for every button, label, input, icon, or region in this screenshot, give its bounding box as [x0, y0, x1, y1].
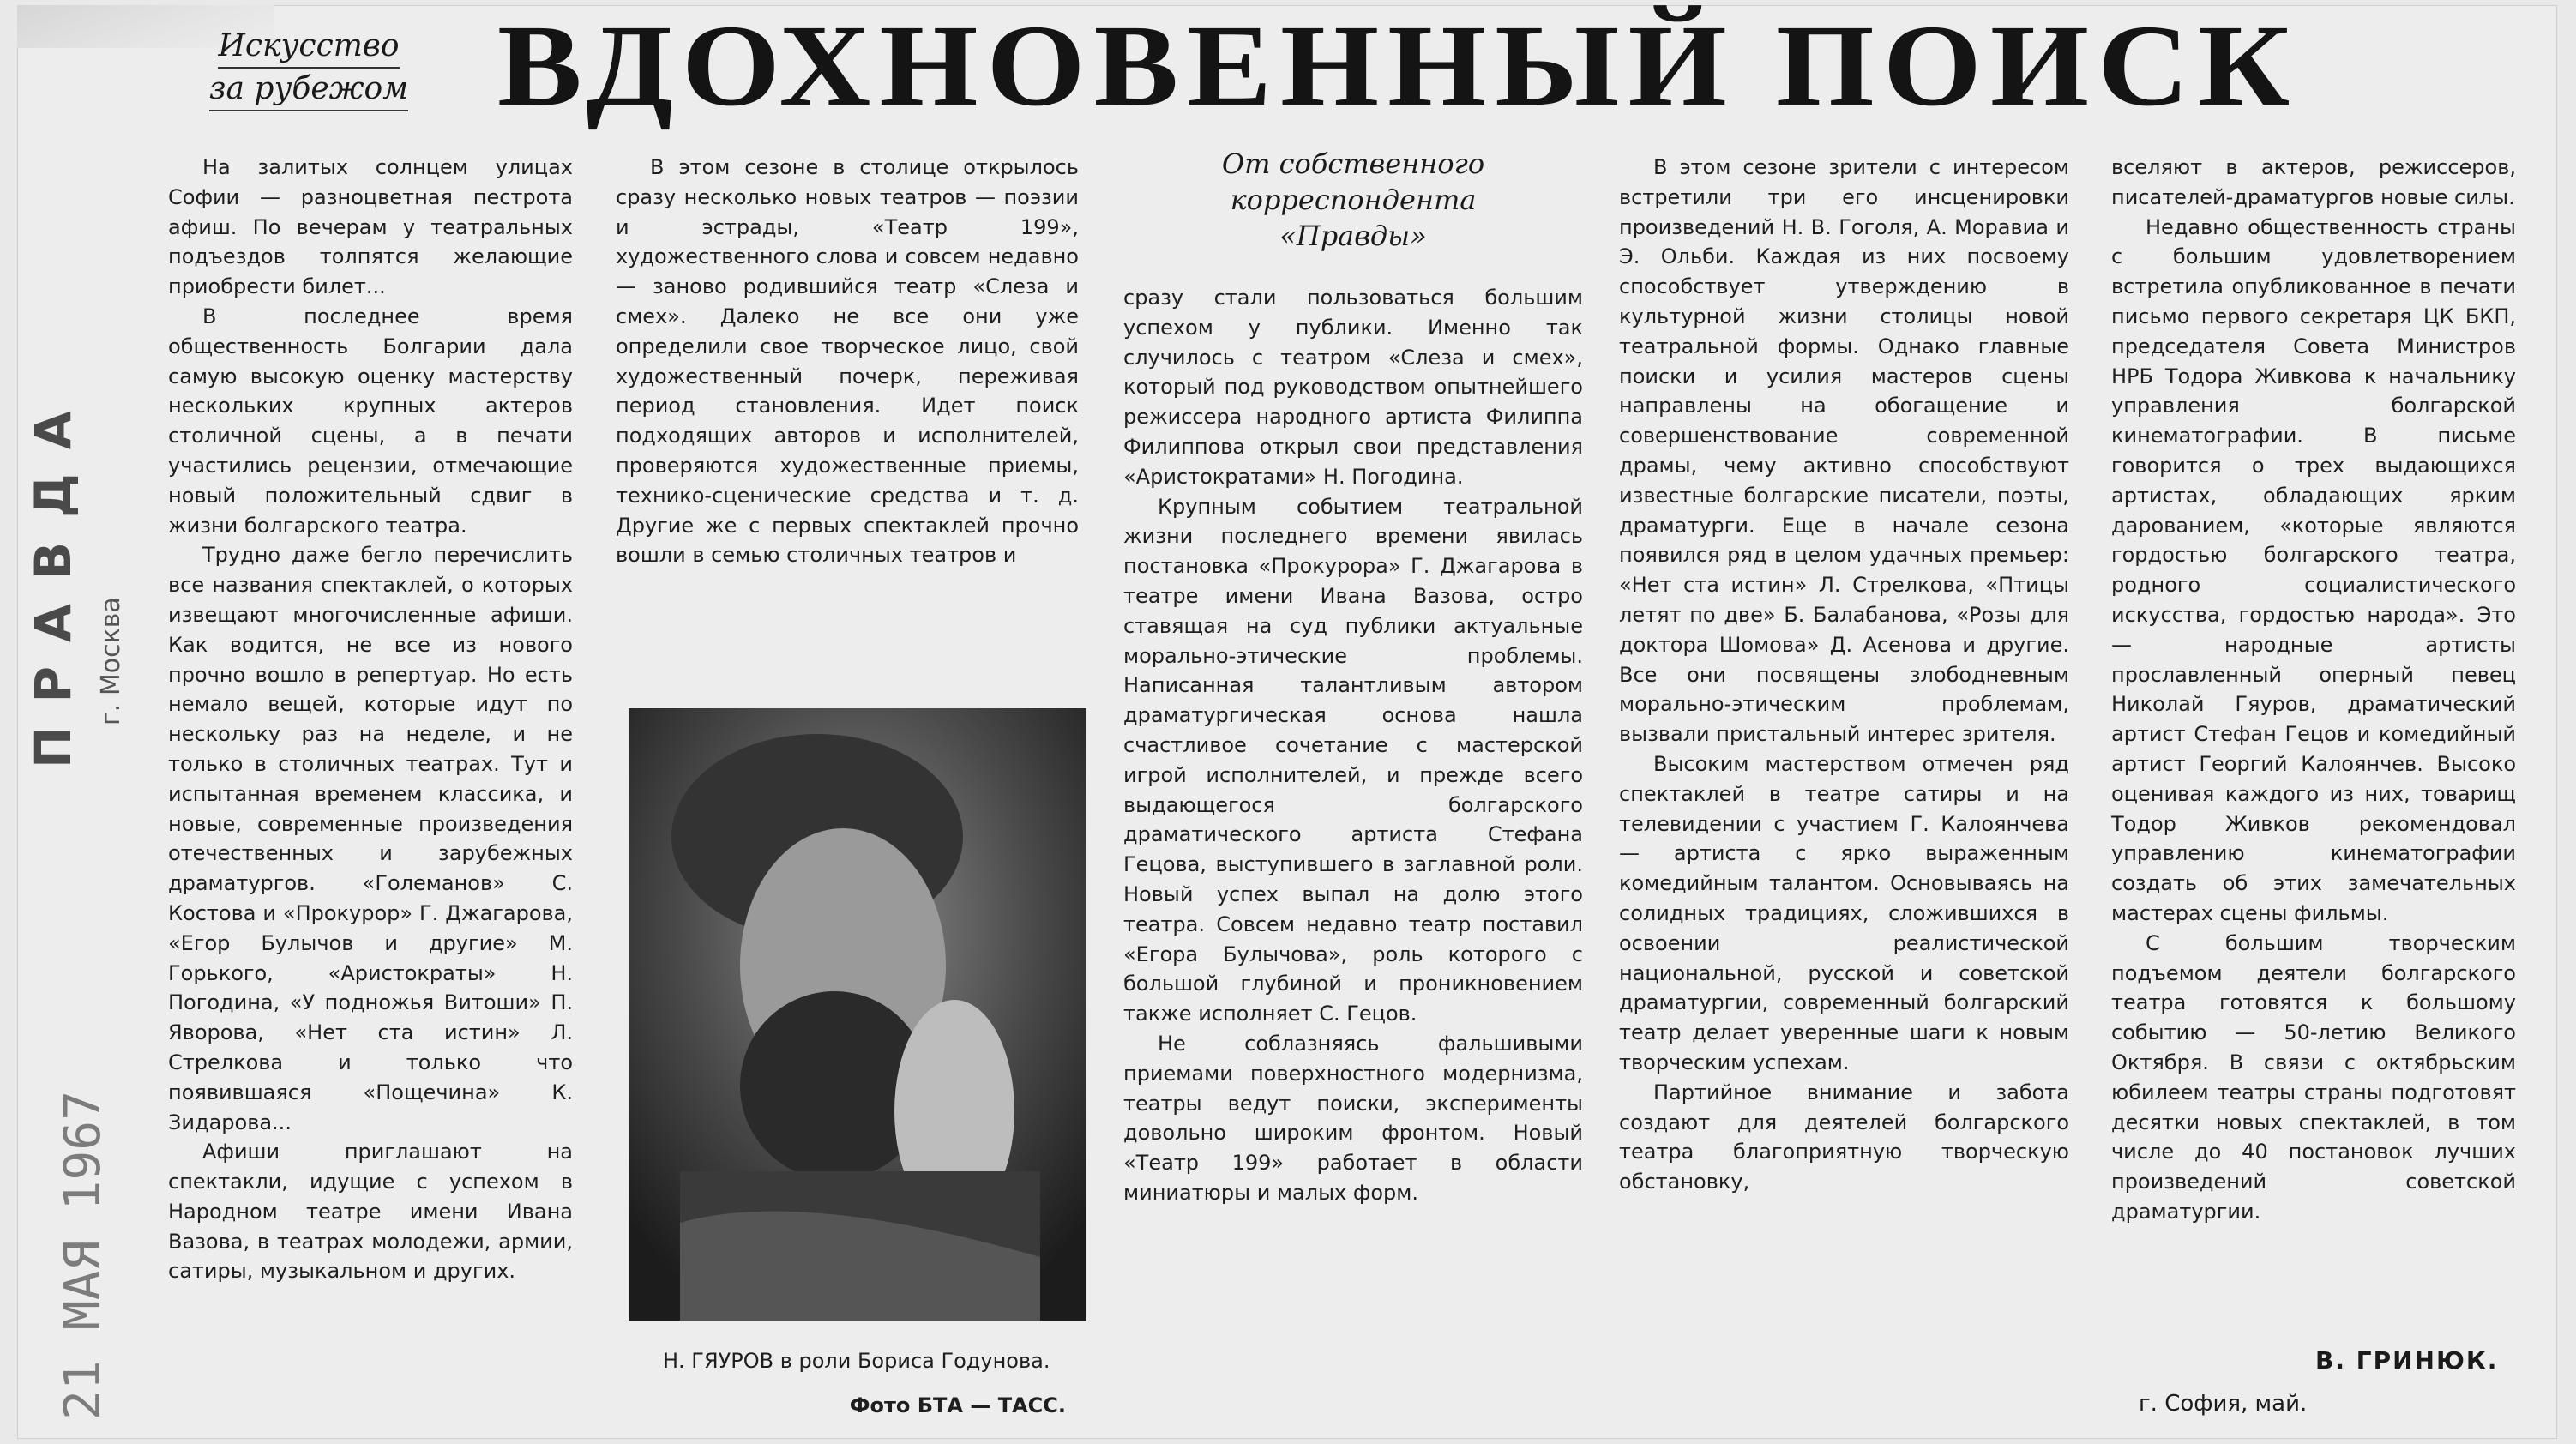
paragraph: Недавно общественность страны с большим удовлетворением встретила опубликованное в печати письмо первого секретаря ЦК БКП, председателя Совета Министров НРБ Тодора Живкова к начальнику управления болгарской кинематографии. В письме говорится о трех выдающихся артистах, обладающих ярким дарованием, «которые являются гордостью болгарского театра, родного социалистического искусства, гордостью народа». Это — народные артисты прославленный оперный певец Николай Гяуров, драматический артист Стефан Гецов и комедийный артист Георгий Калоянчев. Высоко оценивая каждого из них, товарищ Тодор Живков рекомендовал управлению кинематографии создать об этих замечательных мастерах сцены фильмы. [2111, 214, 2516, 925]
paragraph: Трудно даже бегло перечислить все названия спектаклей, о которых извещают многочисленные афиши. Как водится, не все из нового прочно вошло в репертуар. Но есть немало вещей, которые идут по нескольку раз на неделе, и не только в столичных театрах. Тут и испытанная временем классика, и новые, современные произведения отечественных и зарубежных драматургов. «Големанов» С. Костова и «Прокурор» Г. Джагарова, «Егор Булычов и другие» М. Горького, «Аристократы» Н. Погодина, «У подножья Витоши» П. Яворова, «Нет ста истин» Л. Стрелкова и только что появившаяся «Пощечина» К. Зидарова... [168, 543, 573, 1134]
paragraph: В последнее время общественность Болгарии дала самую высокую оценку мастерству нескольких крупных актеров столичной сцены, а в печати участились рецензии, отмечающие новый положительный сдвиг в жизни болгарского театра. [168, 304, 573, 538]
newspaper-stamp [24, 387, 161, 768]
paragraph: С большим творческим подъемом деятели болгарского театра готовятся к большому событию — 50-летию Великого Октября. В связи с октябрьским юбилеем театры страны подготовят десятки новых спектаклей, в том числе до 40 постановок лучших произведений советской драматургии. [2111, 930, 2516, 1224]
date-stamp-text: 21 МАЯ 1967 [53, 1090, 111, 1420]
text-column-2 [616, 153, 1079, 570]
text-column-1 [168, 153, 573, 1286]
dateline-place: г. София, май. [2139, 1391, 2308, 1417]
newspaper-stamp-text: ПРАВДА [24, 387, 82, 768]
paragraph: В этом сезоне зрители с интересом встретили три его инсценировки произведений Н. В. Гоголя, А. Моравиа и Э. Ольби. Каждая из них посвоему способствует утверждению в культурной жизни столицы новой театральной формы. Однако главные поиски и усилия мастеров сцены направлены на обогащение и совершенствование современной драмы, чему активно способствуют известные болгарские писатели, поэты, драматурги. Еще в начале сезона появился ряд в целом удачных премьер: «Нет ста истин» Л. Стрелкова, «Птицы летят по две» Б. Балабанова, «Розы для доктора Шомова» Д. Асенова и другие. Все они посвящены злободневным морально-этическим проблемам, вызвали пристальный интерес зрителя. [1619, 155, 2069, 747]
rubric [176, 26, 442, 111]
paragraph: вселяют в актеров, режиссеров, писателей-драматургов новые силы. [2111, 155, 2516, 209]
rubric-line-2: за рубежом [209, 69, 408, 111]
photo-caption: Н. ГЯУРОВ в роли Бориса Годунова. [663, 1349, 1050, 1373]
text-column-4 [1619, 153, 2069, 1197]
headline: ВДОХНОВЕННЫЙ ПОИСК [497, 1, 2299, 131]
portrait-image [629, 708, 1086, 1321]
text-column-3 [1123, 283, 1583, 1208]
text-column-5 [2111, 153, 2516, 1227]
paragraph: В этом сезоне в столице открылось сразу несколько новых театров — поэзии и эстрады, «Театр 199», художественного слова и совсем недавно — заново родившийся театр «Слеза и смех». Далеко не все они уже определили свое творческое лицо, свой художественный почерк, переживая период становления. Идет поиск подходящих авторов и исполнителей, проверяются художественные приемы, технико-сценические средства и т. д. Другие же с первых спектаклей прочно вошли в семью столичных театров и [616, 155, 1079, 568]
paragraph: На залитых солнцем улицах Софии — разноцветная пестрота афиш. По вечерам у театральных подъездов толпятся желающие приобрести билет... [168, 155, 573, 299]
paragraph: Крупным событием театральной жизни последнего времени явилась постановка «Прокурора» Г. Джагарова в театре имени Ивана Вазова, остро ставящая на суд публики актуальные морально-этические проблемы. Написанная талантливым автором драматургическая основа нашла счастливое сочетание с мастерской игрой исполнителей, и прежде всего выдающегося болгарского драматического артиста Стефана Гецова, выступившего в заглавной роли. Новый успех выпал на долю этого театра. Совсем недавно театр поставил «Егора Булычова», роль которого с большой глубиной и проникновением также исполняет С. Гецов. [1123, 494, 1583, 1026]
author-signature: В. ГРИНЮК. [2315, 1346, 2499, 1375]
city-stamp-text: г. Москва [96, 597, 126, 725]
photo-portrait [629, 708, 1086, 1321]
paragraph: Не соблазняясь фальшивыми приемами поверхностного модернизма, театры ведут поиски, эксперименты довольно широким фронтом. Новый «Театр 199» работает в области миниатюры и малых форм. [1123, 1031, 1583, 1205]
rubric-line-1: Искусство [218, 26, 399, 69]
paragraph: Высоким мастерством отмечен ряд спектаклей в театре сатиры и на телевидении с участием Г. Калоянчева — артиста с ярко выраженным комедийным талантом. Основываясь на солидных традициях, сложившихся в освоении реалистической национальной, русской и советской драматургии, современный болгарский театр делает уверенные шаги к новым творческим успехам. [1619, 751, 2069, 1074]
paragraph: сразу стали пользоваться большим успехом у публики. Именно так случилось с театром «Слеза и смех», который под руководством опытнейшего режиссера народного артиста Филиппа Филиппова открыл свои представления «Аристократами» Н. Погодина. [1123, 286, 1583, 489]
correspondent-line-2: корреспондента [1230, 184, 1477, 216]
paragraph: Партийное внимание и забота создают для деятелей болгарского театра благоприятную творческую обстановку, [1619, 1080, 2069, 1194]
correspondent-line-1: От собственного [1221, 147, 1485, 180]
paragraph: Афиши приглашают на спектакли, идущие с успехом в Народном театре имени Ивана Вазова, в театрах молодежи, армии, сатиры, музыкальном и других. [168, 1140, 573, 1284]
correspondent-byline [1123, 146, 1583, 254]
photo-credit: Фото БТА — ТАСС. [849, 1393, 1066, 1417]
correspondent-line-3: «Правды» [1279, 220, 1427, 252]
